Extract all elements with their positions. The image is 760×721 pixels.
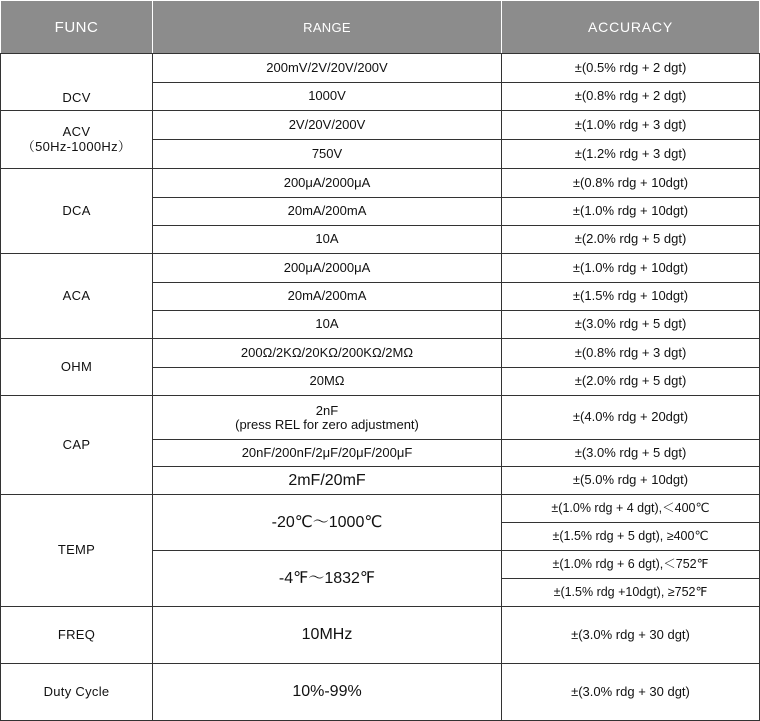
accuracy-cell: ±(1.5% rdg +10dgt), ≥752℉: [502, 579, 760, 607]
func-acv: [1, 111, 153, 169]
accuracy-cell: ±(1.5% rdg + 5 dgt), ≥400℃: [502, 523, 760, 551]
header-range: RANGE: [153, 1, 502, 54]
range-cell: 2mF/20mF: [153, 467, 502, 495]
range-cell: 20mA/200mA: [153, 283, 502, 311]
table-row: [1, 396, 760, 440]
accuracy-cell: ±(4.0% rdg + 20dgt): [502, 396, 760, 440]
func-dcv: DCV: [1, 54, 153, 111]
table-row: [1, 169, 760, 198]
range-cell: 10MHz: [153, 607, 502, 664]
func-acv-label: ACV: [62, 124, 91, 140]
accuracy-cell: ±(5.0% rdg + 10dgt): [502, 467, 760, 495]
range-cell: 2V/20V/200V: [153, 111, 502, 140]
range-cell: 200mV/2V/20V/200V: [153, 54, 502, 83]
accuracy-cell: ±(1.2% rdg + 3 dgt): [502, 140, 760, 169]
header-row: [1, 1, 760, 54]
range-cell: 10%-99%: [153, 664, 502, 721]
range-cell: 20nF/200nF/2μF/20μF/200μF: [153, 440, 502, 467]
header-accuracy: ACCURACY: [502, 1, 760, 54]
table-row: [1, 495, 760, 523]
range-cell: 200Ω/2KΩ/20KΩ/200KΩ/2MΩ: [153, 339, 502, 368]
accuracy-cell: ±(0.5% rdg + 2 dgt): [502, 54, 760, 83]
range-cell: -4℉～1832℉: [153, 551, 502, 607]
func-cap: CAP: [1, 396, 153, 495]
func-freq: FREQ: [1, 607, 153, 664]
accuracy-cell: ±(1.0% rdg + 3 dgt): [502, 111, 760, 140]
range-cell-cap-2nf: [153, 396, 502, 440]
func-temp: TEMP: [1, 495, 153, 607]
header-func: FUNC: [1, 1, 153, 54]
accuracy-cell: ±(1.0% rdg + 10dgt): [502, 198, 760, 226]
func-ohm: OHM: [1, 339, 153, 396]
func-acv-note: （50Hz-1000Hz）: [21, 138, 132, 154]
accuracy-cell: ±(1.5% rdg + 10dgt): [502, 283, 760, 311]
accuracy-cell: ±(3.0% rdg + 5 dgt): [502, 440, 760, 467]
table-row: [1, 607, 760, 664]
range-cell: 10A: [153, 311, 502, 339]
range-cell: -20℃～1000℃: [153, 495, 502, 551]
func-dca: DCA: [1, 169, 153, 254]
range-cell: 1000V: [153, 83, 502, 111]
func-aca: ACA: [1, 254, 153, 339]
accuracy-cell: ±(1.0% rdg + 6 dgt),＜752℉: [502, 551, 760, 579]
table-row: [1, 254, 760, 283]
accuracy-cell: ±(2.0% rdg + 5 dgt): [502, 368, 760, 396]
table-row: [1, 54, 760, 83]
range-cap-rel-note: (press REL for zero adjustment): [235, 416, 419, 432]
func-duty-cycle: Duty Cycle: [1, 664, 153, 721]
range-cell: 10A: [153, 226, 502, 254]
accuracy-cell: ±(0.8% rdg + 3 dgt): [502, 339, 760, 368]
table-row: [1, 111, 760, 140]
range-cell: 750V: [153, 140, 502, 169]
table-row: [1, 339, 760, 368]
accuracy-cell: ±(1.0% rdg + 4 dgt),＜400℃: [502, 495, 760, 523]
range-cell: 20mA/200mA: [153, 198, 502, 226]
range-cap-2nf: 2nF: [315, 402, 339, 418]
accuracy-cell: ±(1.0% rdg + 10dgt): [502, 254, 760, 283]
accuracy-cell: ±(3.0% rdg + 30 dgt): [502, 607, 760, 664]
table-row: [1, 664, 760, 721]
accuracy-cell: ±(3.0% rdg + 30 dgt): [502, 664, 760, 721]
accuracy-cell: ±(2.0% rdg + 5 dgt): [502, 226, 760, 254]
range-cell: 200μA/2000μA: [153, 169, 502, 198]
accuracy-cell: ±(3.0% rdg + 5 dgt): [502, 311, 760, 339]
accuracy-cell: ±(0.8% rdg + 2 dgt): [502, 83, 760, 111]
range-cell: 200μA/2000μA: [153, 254, 502, 283]
accuracy-cell: ±(0.8% rdg + 10dgt): [502, 169, 760, 198]
range-cell: 20MΩ: [153, 368, 502, 396]
